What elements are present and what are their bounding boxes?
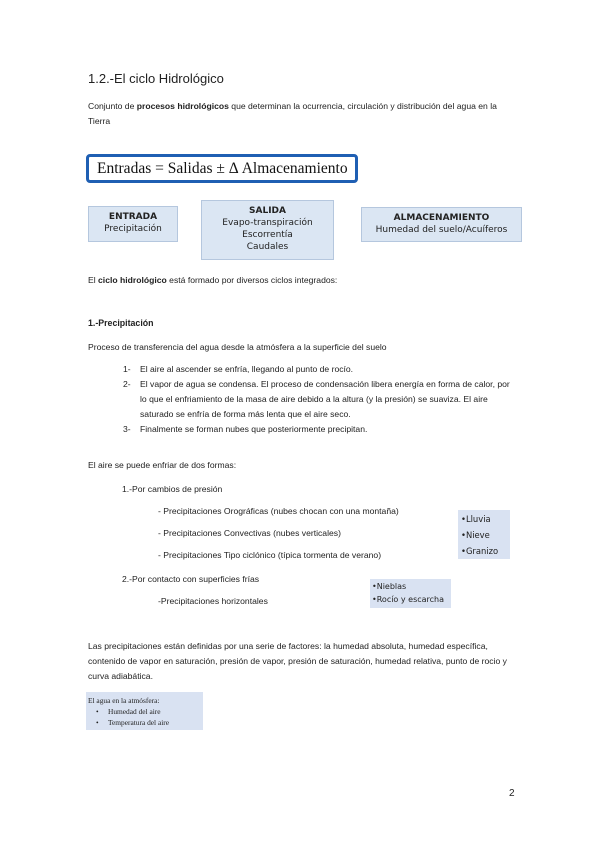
- salida-line: Evapo-transpiración: [222, 218, 313, 228]
- section-title: 1.2.-El ciclo Hidrológico: [88, 71, 224, 86]
- precipitation-heading: 1.-Precipitación: [88, 318, 154, 328]
- intro-text: Conjunto de: [88, 101, 137, 111]
- form-item: •Granizo: [461, 546, 499, 556]
- list-item: [88, 717, 203, 728]
- bullet-icon: •: [96, 718, 99, 727]
- step-text: El vapor de agua se condensa. El proceso de condensación libera energía en forma de calor, por lo que el enfriamiento de la masa de aire debido a la altura (y la presión) se suaviza. El aire saturado se enfría de forma más lenta que el aire seco.: [140, 379, 510, 419]
- bullet-icon: •: [96, 707, 99, 716]
- form-item: •Lluvia: [461, 514, 491, 524]
- precip-cyclonic: - Precipitaciones Tipo ciclónico (típica tormenta de verano): [158, 550, 382, 560]
- precipitation-definition: Proceso de transferencia del agua desde la atmósfera a la superficie del suelo: [88, 342, 387, 352]
- method-pressure: 1.-Por cambios de presión: [122, 484, 223, 494]
- cycle-bold: ciclo hidrológico: [98, 275, 167, 285]
- list-item: [123, 362, 513, 377]
- salida-line: Caudales: [246, 242, 289, 252]
- step-number: 2-: [123, 379, 131, 389]
- atmosphere-box: [86, 692, 203, 730]
- salida-title: SALIDA: [249, 206, 286, 216]
- precip-forms-box: [458, 510, 510, 559]
- almacenamiento-title: ALMACENAMIENTO: [393, 213, 490, 223]
- entrada-title: ENTRADA: [108, 212, 158, 222]
- precip-convective: - Precipitaciones Convectivas (nubes verticales): [158, 528, 341, 538]
- intro-bold: procesos hidrológicos: [136, 101, 229, 111]
- form-item: •Rocío y escarcha: [372, 595, 445, 604]
- almacenamiento-box: [361, 207, 522, 242]
- cycle-text: El: [88, 275, 99, 285]
- list-item: [88, 706, 203, 717]
- step-text: El aire al ascender se enfría, llegando al punto de rocío.: [140, 364, 354, 374]
- list-item: [123, 377, 513, 422]
- precip-horizontal: -Precipitaciones horizontales: [158, 596, 268, 606]
- water-balance-equation: Entradas = Salidas ± Δ Almacenamiento: [86, 154, 358, 183]
- cooling-intro: El aire se puede enfriar de dos formas:: [88, 460, 237, 470]
- precipitation-steps: [123, 362, 513, 437]
- atmosphere-item: Humedad del aire: [108, 707, 161, 716]
- cycle-paragraph: [88, 273, 508, 288]
- entrada-box: [88, 206, 178, 242]
- horizontal-forms-box: [370, 579, 451, 608]
- factors-paragraph: Las precipitaciones están definidas por una serie de factores: la humedad absoluta, humedad específica, contenido de vapor en saturación, presión de vapor, presión de saturación, humedad relativa, punto de rocio y curva adiabática.: [88, 641, 507, 681]
- intro-text-end: que determinan la ocurrencia, circulación y distribución del agua en la Tierra: [88, 101, 497, 126]
- atmosphere-title: El agua en la atmósfera:: [88, 696, 160, 705]
- method-cold-surfaces: 2.-Por contacto con superficies frías: [122, 574, 260, 584]
- intro-paragraph: [88, 99, 508, 129]
- almacenamiento-line: Humedad del suelo/Acuíferos: [375, 225, 508, 235]
- entrada-line: Precipitación: [104, 224, 162, 234]
- precip-orographic: - Precipitaciones Orográficas (nubes chocan con una montaña): [158, 506, 399, 516]
- cycle-text-end: está formado por diversos ciclos integrados:: [166, 275, 338, 285]
- salida-line: Escorrentía: [242, 230, 293, 240]
- form-item: •Nieblas: [372, 582, 407, 591]
- page-number: 2: [509, 788, 515, 799]
- salida-box: [201, 200, 334, 260]
- step-number: 3-: [123, 424, 131, 434]
- form-item: •Nieve: [461, 530, 490, 540]
- step-text: Finalmente se forman nubes que posteriormente precipitan.: [140, 424, 368, 434]
- atmosphere-item: Temperatura del aire: [108, 718, 170, 727]
- list-item: [123, 422, 513, 437]
- step-number: 1-: [123, 364, 131, 374]
